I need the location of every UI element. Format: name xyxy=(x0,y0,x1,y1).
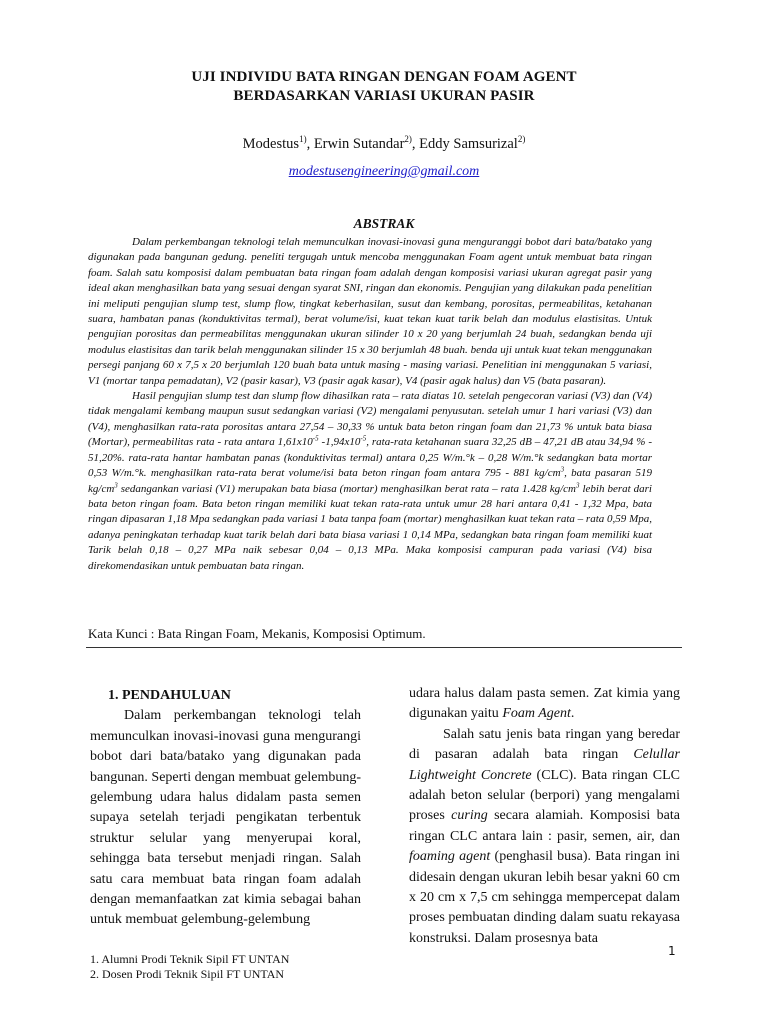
title-line-1: UJI INDIVIDU BATA RINGAN DENGAN FOAM AGENT xyxy=(191,69,577,85)
footnote: 2. Dosen Prodi Teknik Sipil FT UNTAN xyxy=(90,967,285,981)
section-heading: 1. PENDAHULUAN xyxy=(108,688,231,703)
author-list: Modestus$^{1)}$, Erwin Sutandar$^{2)}$, Eddy Samsurizal$^{2)}$ xyxy=(242,134,526,152)
abstract-paragraph-2: Hasil pengujian slump test dan slump flow dihasilkan rata – rata diatas 10. setelah pengecoran variasi (V3) dan (V4) tidak mengalami kembang maupun susut sedangkan variasi (V2) mengalami penyusutan. setelah umur 1 hari variasi (V3) dan (V4), menghasilkan rata-rata porositas antara 27,54 – 30,33 % untuk bata beton ringan foam dan 21,73 % untuk bata biasa (Mortar), permeabilitas rata - rata antara $1,61x10^{-5}$ $-1,94x10^{-5}$, rata-rata ketahanan suara 32,25 dB – 47,21 dB atau 34,94 % - 51,20%. rata-rata hantar hambatan panas (konduktivitas termal) antara 0,25 W/m.°k – 0,28 W/m.°k sedangkan bata mortar 0,53 W/m.°k. menghasilkan rata-rata berat volume/isi bata beton ringan foam antara 795 - 881 $kg/cm^3$, bata pasaran 519 $kg/cm^3$ sedangankan variasi (V1) merupakan bata biasa (mortar) menghasilkan berat rata – rata 1.428 $kg/cm^3$ lebih berat dari bata beton ringan foam. Bata beton ringan memiliki kuat tekan rata-rata untuk umur 28 hari antara 0,41 - 1,32 Mpa, bata ringan dipasaran 1,18 Mpa sedangkan pada variasi 1 bata tanpa foam (mortar) menghasilkan kuat tekan rata – rata 0,59 Mpa, adanya peningkatan terhadap kuat tarik belah dari bata biasa variasi 1 0,14 MPa, sedangkan bata ringan foam memiliki kuat Tarik belah 0,18 – 0,27 MPa naik sebesar 0,04 – 0,13 MPa. Maka komposisi campuran pada variasi (V4) bisa direkomendasikan untuk pembuatan bata ringan. xyxy=(88,390,652,572)
body-paragraph: udara halus dalam pasta semen. Zat kimia yang digunakan yaitu Foam Agent. xyxy=(409,686,680,722)
footnotes xyxy=(90,952,289,982)
author-name: Modestus xyxy=(242,136,300,152)
paper-title xyxy=(84,68,684,106)
author-name: Eddy Samsurizal xyxy=(419,136,518,152)
author-affiliation-mark: 2) xyxy=(517,134,526,145)
section-divider xyxy=(86,647,682,648)
body-column-right xyxy=(409,684,680,949)
author-email-link[interactable]: modestusengineering@gmail.com xyxy=(288,164,480,179)
abstract-heading: ABSTRAK xyxy=(353,216,415,231)
title-line-2: BERDASARKAN VARIASI UKURAN PASIR xyxy=(233,88,535,104)
author-affiliation-mark: 1) xyxy=(299,134,307,145)
author-name: Erwin Sutandar xyxy=(313,136,405,152)
author-affiliation-mark: 2) xyxy=(404,134,412,145)
abstract-body xyxy=(88,235,652,574)
footnote: 1. Alumni Prodi Teknik Sipil FT UNTAN xyxy=(90,952,290,966)
abstract-paragraph-1: Dalam perkembangan teknologi telah memunculkan inovasi-inovasi guna menguranggi bobot dari bata/batako yang digunakan pada bangunan gedung. peneliti tergugah untuk mencoba menggunakan Foam agent untuk membuat bata ringan foam. Salah satu komposisi dalam pembuatan bata ringan foam adalah dengan komposisi variasi ukuran agregat pasir yang ideal akan menghasilkan bata yang sesuai dengan syarat SNI, ringan dan ekonomis. Pengujian yang dilakukan pada penelitian ini meliputi pengujian slump test, slump flow, tingkat keberhasilan, susut dan kembang, porositas, permeabilitas, ketahanan suara, hambatan panas (konduktivitas termal), berat volume/isi, kuat tekan kuat tarik belah dan modulus elastisitas. Untuk pengujian porositas dan permeabilitas menggunakan ukuran silinder 10 x 20 yang berjumlah 24 buah, sedangkan benda uji modulus elastisitas dan tarik belah menggunakan silinder 15 x 30 berjumlah 48 buah. benda uji untuk kuat tekan menggunakan persegi panjang 60 x 7,5 x 20 berjumlah 120 buah bata untuk masing - masing variasi. Penelitian ini menggunakan 5 variasi, V1 (mortar tanpa pemadatan), V2 (pasir kasar), V3 (pasir agak kasar), V4 (pasir agak halus) dan V5 (bata pasaran). xyxy=(88,236,652,387)
body-paragraph: Dalam perkembangan teknologi telah memunculkan inovasi-inovasi guna mengurangi bobot dari bata/batako yang digunakan pada bangunan. Seperti dengan membuat gelembung-gelembung udara halus didalam pasta semen supaya setelah terjadi pengikatan terbentuk struktur selular yang menyerupai koral, sehingga bata tersebut menjadi ringan. Salah satu cara membuat bata ringan foam adalah dengan memanfaatkan zat kimia sebagai bahan untuk membuat gelembung-gelembung xyxy=(90,708,361,928)
body-paragraph: Salah satu jenis bata ringan yang beredar di pasaran adalah bata ringan Celullar Lightweight Concrete (CLC). Bata ringan CLC adalah beton selular (berpori) yang mengalami proses curing secara alamiah. Komposisi bata ringan CLC antara lain : pasir, semen, air, dan foaming agent (penghasil busa). Bata ringan ini didesain dengan ukuran lebih besar yakni 60 cm x 20 cm x 7,5 cm sehingga mempercepat dalam proses pembuatan dinding dalam suatu rekayasa konstruksi. Dalam prosesnya bata xyxy=(409,726,681,946)
body-column-left xyxy=(90,686,361,931)
keywords-line: Kata Kunci : Bata Ringan Foam, Mekanis, Komposisi Optimum. xyxy=(88,626,426,641)
page-number: 1 xyxy=(668,944,676,958)
